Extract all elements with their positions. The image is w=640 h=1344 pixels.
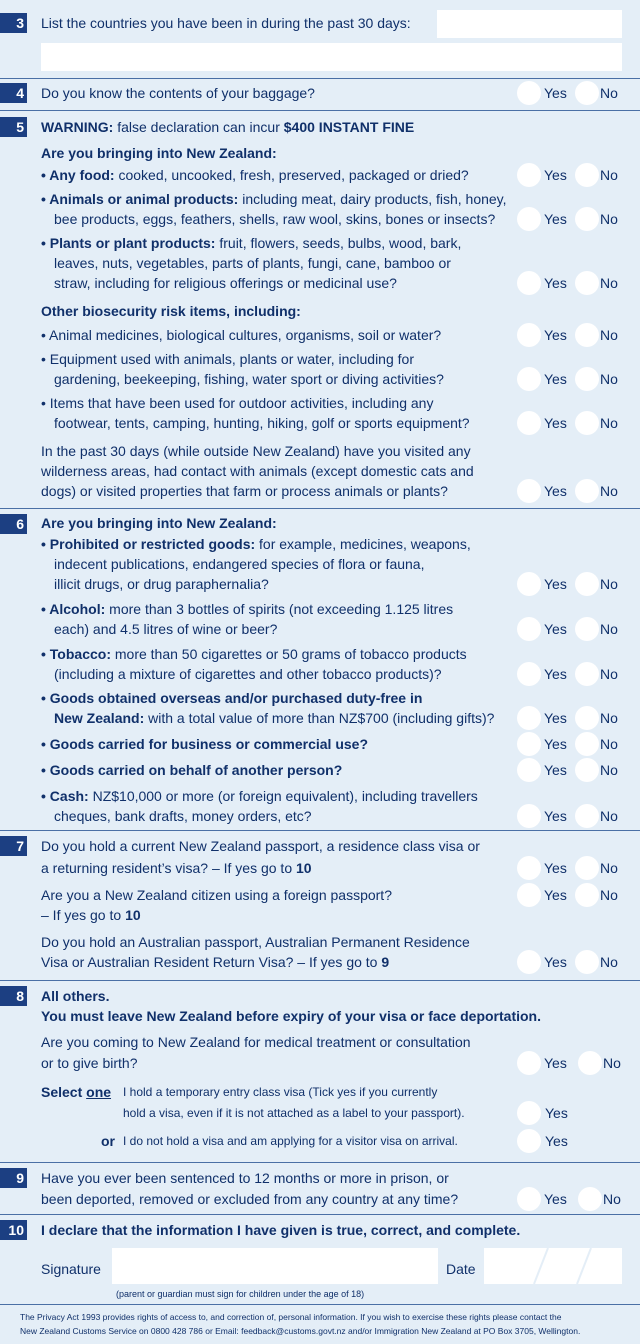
yes-checkbox[interactable]: [517, 732, 541, 756]
yes-checkbox[interactable]: [517, 758, 541, 782]
yes-label: Yes: [544, 85, 567, 101]
yes-label: Yes: [544, 483, 567, 499]
yes-checkbox[interactable]: [517, 706, 541, 730]
yes-label: Yes: [544, 860, 567, 876]
section-4: [0, 78, 640, 111]
animals-question-2: bee products, eggs, feathers, shells, raw wool, skins, bones or insects?: [54, 211, 496, 227]
equipment-question: • Equipment used with animals, plants or water, including for: [41, 351, 414, 367]
plants-question-3: straw, including for religious offerings or medicinal use?: [54, 275, 397, 291]
cash-question-2: cheques, bank drafts, money orders, etc?: [54, 808, 312, 824]
animals-question: [41, 189, 507, 209]
food-bold: • Any food:: [41, 167, 115, 183]
no-checkbox[interactable]: [578, 1051, 602, 1075]
tobacco-bold: • Tobacco:: [41, 646, 111, 662]
question-text: Do you know the contents of your baggage?: [41, 85, 315, 101]
yes-label: Yes: [544, 1055, 567, 1071]
visa-option-1-2: hold a visa, even if it is not attached as a label to your passport).: [123, 1106, 465, 1120]
section-number: 3: [0, 13, 27, 33]
alcohol-bold: • Alcohol:: [41, 601, 106, 617]
yes-checkbox[interactable]: [517, 323, 541, 347]
date-input[interactable]: [484, 1248, 622, 1284]
goods-question: • Goods obtained overseas and/or purchased duty-free in: [41, 690, 423, 706]
no-checkbox[interactable]: [575, 323, 599, 347]
food-text: cooked, uncooked, fresh, preserved, packaged or dried?: [118, 167, 469, 183]
outdoor-question-2: footwear, tents, camping, hunting, hiking, golf or sports equipment?: [54, 415, 470, 431]
no-label: No: [600, 666, 618, 682]
visa-option-2: I do not hold a visa and am applying for a visitor visa on arrival.: [123, 1134, 458, 1148]
no-checkbox[interactable]: [575, 662, 599, 686]
no-label: No: [600, 576, 618, 592]
australian-text: Visa or Australian Resident Return Visa? – If yes go to: [41, 954, 378, 970]
plants-question: [41, 233, 461, 253]
section-number: 4: [0, 83, 27, 103]
declaration-text: I declare that the information I have given is true, correct, and complete.: [41, 1222, 521, 1238]
plants-bold: • Plants or plant products:: [41, 235, 216, 251]
no-checkbox[interactable]: [575, 706, 599, 730]
section-10: [0, 1214, 640, 1305]
countries-input-2[interactable]: [41, 43, 622, 71]
warning-label: WARNING:: [41, 119, 114, 135]
no-label: No: [600, 710, 618, 726]
medicines-question: • Animal medicines, biological cultures, organisms, soil or water?: [41, 327, 442, 343]
prison-question-2: been deported, removed or excluded from any country at any time?: [41, 1191, 459, 1207]
one-word: one: [86, 1084, 112, 1100]
all-others-heading: All others.: [41, 988, 110, 1004]
no-label: No: [600, 327, 618, 343]
australian-question-2: [41, 952, 389, 972]
yes-checkbox[interactable]: [517, 411, 541, 435]
no-label: No: [600, 808, 618, 824]
yes-label: Yes: [544, 808, 567, 824]
warning-line: [41, 117, 414, 137]
no-label: No: [600, 736, 618, 752]
yes-label: Yes: [544, 275, 567, 291]
prohibited-question-3: illicit drugs, or drug paraphernalia?: [54, 576, 269, 592]
no-label: No: [600, 211, 618, 227]
yes-checkbox[interactable]: [517, 950, 541, 974]
goods-bold: New Zealand:: [54, 710, 145, 726]
yes-label: Yes: [544, 1191, 567, 1207]
yes-label: Yes: [544, 371, 567, 387]
yes-label: Yes: [544, 736, 567, 752]
passport-question-2: [41, 858, 312, 878]
warning-text: false declaration can incur: [117, 119, 280, 135]
plants-question-2: leaves, nuts, vegetables, parts of plants, fungi, cane, bamboo or: [54, 255, 451, 271]
select-word: Select: [41, 1084, 83, 1100]
date-separators: [484, 1248, 622, 1284]
or-label: or: [101, 1133, 115, 1149]
visa-option-1: I hold a temporary entry class visa (Tick yes if you currently: [123, 1085, 438, 1099]
prohibited-text: for example, medicines, weapons,: [259, 536, 471, 552]
visit-question: In the past 30 days (while outside New Zealand) have you visited any: [41, 443, 471, 459]
tobacco-question-2: (including a mixture of cigarettes and other tobacco products)?: [54, 666, 442, 682]
section-6: [0, 508, 640, 831]
no-checkbox[interactable]: [575, 572, 599, 596]
yes-label: Yes: [544, 666, 567, 682]
no-label: No: [600, 415, 618, 431]
yes-checkbox[interactable]: [517, 1101, 541, 1125]
no-checkbox[interactable]: [575, 271, 599, 295]
no-checkbox[interactable]: [575, 163, 599, 187]
yes-label: Yes: [544, 576, 567, 592]
citizen-question-2: [41, 905, 141, 925]
heading: Are you bringing into New Zealand:: [41, 145, 277, 161]
yes-label: Yes: [544, 211, 567, 227]
no-checkbox[interactable]: [575, 617, 599, 641]
cash-text: NZ$10,000 or more (or foreign equivalent), including travellers: [92, 788, 478, 804]
no-label: No: [600, 483, 618, 499]
no-label: No: [600, 954, 618, 970]
passport-question: Do you hold a current New Zealand passport, a residence class visa or: [41, 838, 480, 854]
visit-question-3: dogs) or visited properties that farm or process animals or plants?: [41, 483, 448, 499]
no-label: No: [600, 85, 618, 101]
no-label: No: [600, 621, 618, 637]
medical-question-2: or to give birth?: [41, 1055, 138, 1071]
yes-checkbox[interactable]: [517, 662, 541, 686]
no-checkbox[interactable]: [575, 411, 599, 435]
no-checkbox[interactable]: [575, 950, 599, 974]
signature-input[interactable]: [112, 1248, 438, 1284]
prohibited-question-2: indecent publications, endangered species of flora or fauna,: [54, 556, 425, 572]
other-heading: Other biosecurity risk items, including:: [41, 303, 301, 319]
goods-text: with a total value of more than NZ$700 (including gifts)?: [148, 710, 495, 726]
yes-label: Yes: [545, 1105, 568, 1121]
yes-label: Yes: [544, 762, 567, 778]
heading: Are you bringing into New Zealand:: [41, 515, 277, 531]
no-label: No: [600, 371, 618, 387]
no-checkbox[interactable]: [578, 1187, 602, 1211]
select-one-label: [41, 1082, 111, 1102]
alcohol-question: [41, 599, 453, 619]
yes-checkbox[interactable]: [517, 1129, 541, 1153]
prison-question: Have you ever been sentenced to 12 months or more in prison, or: [41, 1170, 449, 1186]
medical-question: Are you coming to New Zealand for medical treatment or consultation: [41, 1034, 471, 1050]
yes-label: Yes: [544, 710, 567, 726]
yes-checkbox[interactable]: [517, 81, 541, 105]
countries-input-1[interactable]: [437, 10, 622, 38]
privacy-text-2: New Zealand Customs Service on 0800 428 786 or Email: feedback@customs.govt.nz and/or Immigration New Zealand at PO Box 3705, Wellington.: [20, 1326, 581, 1336]
cash-question: [41, 786, 478, 806]
section-5: [0, 110, 640, 509]
yes-checkbox[interactable]: [517, 883, 541, 907]
animals-text: including meat, dairy products, fish, honey,: [242, 191, 507, 207]
yes-checkbox[interactable]: [517, 163, 541, 187]
section-number: 8: [0, 986, 27, 1006]
citizen-question: Are you a New Zealand citizen using a foreign passport?: [41, 887, 392, 903]
plants-text: fruit, flowers, seeds, bulbs, wood, bark,: [219, 235, 462, 251]
section-8: [0, 980, 640, 1163]
food-question: [41, 165, 469, 185]
no-label: No: [600, 887, 618, 903]
no-label: No: [600, 860, 618, 876]
no-checkbox[interactable]: [575, 479, 599, 503]
question-text: List the countries you have been in during the past 30 days:: [41, 15, 411, 31]
yes-label: Yes: [544, 954, 567, 970]
yes-label: Yes: [544, 167, 567, 183]
business-question: • Goods carried for business or commercial use?: [41, 736, 369, 752]
date-label: Date: [446, 1261, 476, 1277]
yes-label: Yes: [544, 415, 567, 431]
deportation-warning: You must leave New Zealand before expiry of your visa or face deportation.: [41, 1008, 541, 1024]
alcohol-text: more than 3 bottles of spirits (not exceeding 1.125 litres: [109, 601, 454, 617]
prohibited-bold: • Prohibited or restricted goods:: [41, 536, 256, 552]
goto-number: 10: [296, 860, 312, 876]
yes-checkbox[interactable]: [517, 207, 541, 231]
yes-checkbox[interactable]: [517, 1187, 541, 1211]
no-checkbox[interactable]: [575, 883, 599, 907]
no-checkbox[interactable]: [575, 804, 599, 828]
citizen-text: – If yes go to: [41, 907, 122, 923]
signature-label: Signature: [41, 1261, 101, 1277]
yes-label: Yes: [544, 887, 567, 903]
outdoor-question: • Items that have been used for outdoor activities, including any: [41, 395, 434, 411]
section-7: [0, 830, 640, 981]
goods-question-2: [54, 708, 494, 728]
yes-checkbox[interactable]: [517, 572, 541, 596]
section-number: 7: [0, 836, 27, 856]
australian-question: Do you hold an Australian passport, Australian Permanent Residence: [41, 934, 470, 950]
yes-checkbox[interactable]: [517, 1051, 541, 1075]
yes-label: Yes: [545, 1133, 568, 1149]
visit-question-2: wilderness areas, had contact with animals (except domestic cats and: [41, 463, 474, 479]
privacy-text-1: The Privacy Act 1993 provides rights of access to, and correction of, personal information. If you wish to exercise these rights please contact the: [20, 1312, 562, 1322]
yes-checkbox[interactable]: [517, 804, 541, 828]
section-number: 9: [0, 1168, 27, 1188]
goto-number: 10: [125, 907, 141, 923]
no-label: No: [600, 762, 618, 778]
behalf-question: • Goods carried on behalf of another person?: [41, 762, 343, 778]
yes-checkbox[interactable]: [517, 271, 541, 295]
section-number: 6: [0, 514, 27, 534]
no-label: No: [603, 1191, 621, 1207]
section-3: [0, 0, 640, 78]
yes-checkbox[interactable]: [517, 479, 541, 503]
alcohol-question-2: each) and 4.5 litres of wine or beer?: [54, 621, 278, 637]
no-checkbox[interactable]: [575, 856, 599, 880]
no-label: No: [600, 167, 618, 183]
goto-number: 9: [381, 954, 390, 970]
cash-bold: • Cash:: [41, 788, 89, 804]
section-9: [0, 1162, 640, 1215]
equipment-question-2: gardening, beekeeping, fishing, water sport or diving activities?: [54, 371, 444, 387]
fine-amount: $400 INSTANT FINE: [283, 119, 415, 135]
yes-checkbox[interactable]: [517, 617, 541, 641]
privacy-footer: [0, 1304, 640, 1344]
animals-bold: • Animals or animal products:: [41, 191, 239, 207]
no-label: No: [603, 1055, 621, 1071]
no-label: No: [600, 275, 618, 291]
yes-checkbox[interactable]: [517, 367, 541, 391]
passport-text: a returning resident’s visa? – If yes go to: [41, 860, 293, 876]
no-checkbox[interactable]: [575, 732, 599, 756]
yes-label: Yes: [544, 327, 567, 343]
no-checkbox[interactable]: [575, 207, 599, 231]
parent-note: (parent or guardian must sign for children under the age of 18): [116, 1289, 365, 1299]
no-checkbox[interactable]: [575, 758, 599, 782]
section-number: 5: [0, 117, 27, 137]
tobacco-question: [41, 644, 467, 664]
yes-label: Yes: [544, 621, 567, 637]
yes-checkbox[interactable]: [517, 856, 541, 880]
prohibited-question: [41, 534, 471, 554]
section-number: 10: [0, 1220, 27, 1240]
no-checkbox[interactable]: [575, 81, 599, 105]
tobacco-text: more than 50 cigarettes or 50 grams of tobacco products: [114, 646, 467, 662]
no-checkbox[interactable]: [575, 367, 599, 391]
